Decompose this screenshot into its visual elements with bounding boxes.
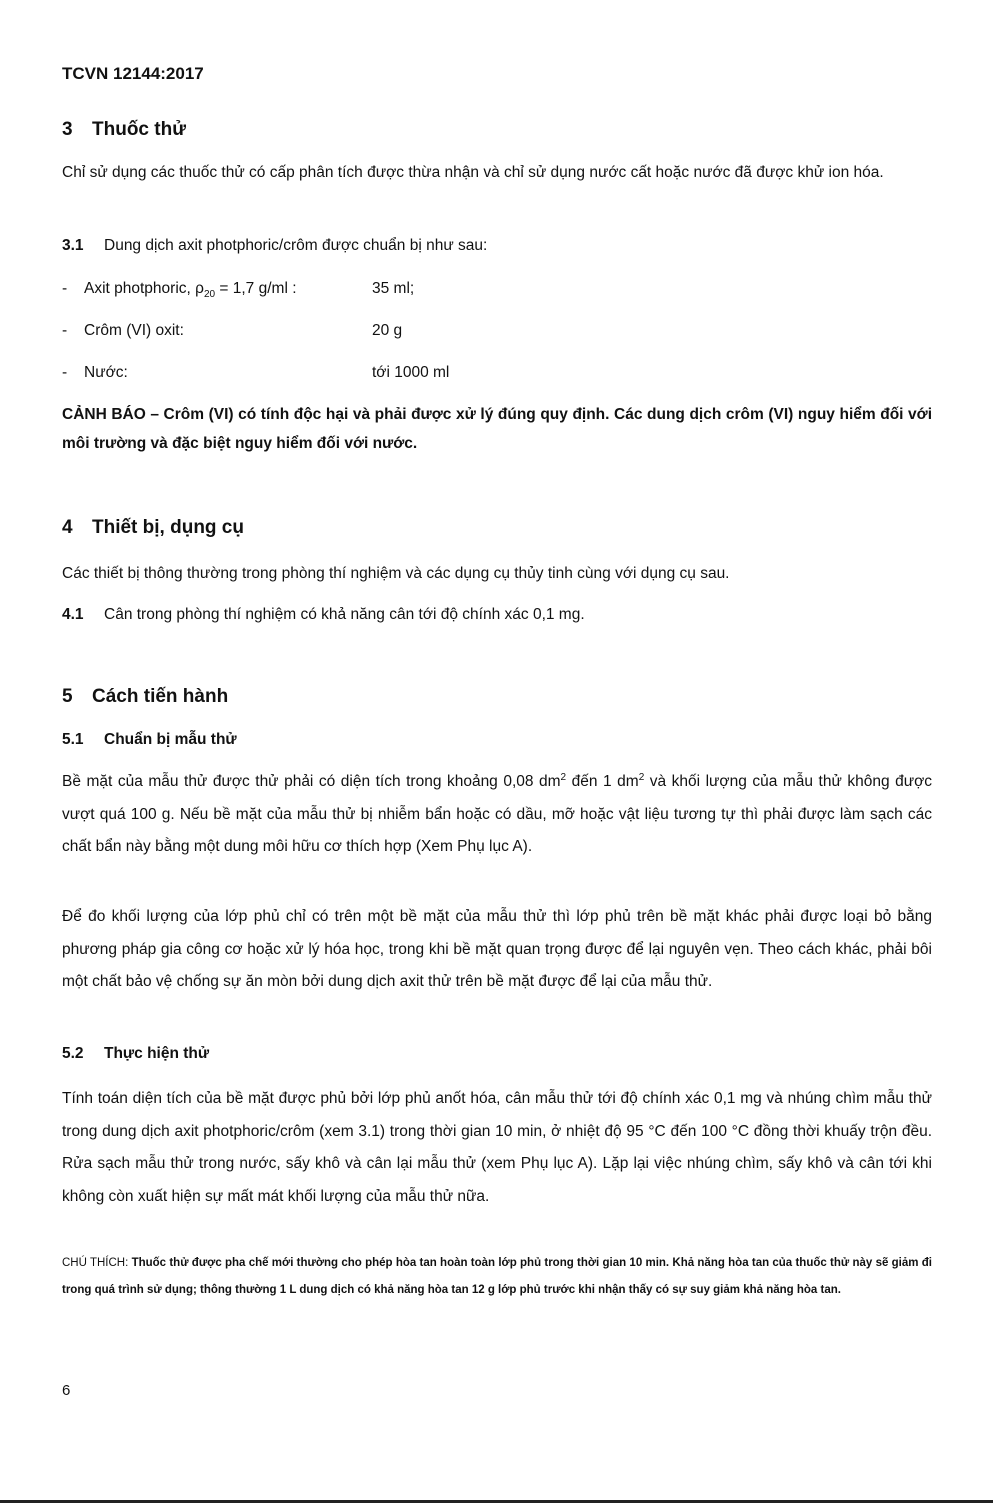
clause-text: Dung dịch axit photphoric/crôm được chuẩn bị như sau: [104, 237, 488, 254]
reagent-value: 20 g [372, 322, 403, 339]
section-title: Thuốc thử [92, 119, 186, 140]
clause-number: 5.1 [62, 731, 84, 748]
section-5-heading [62, 686, 228, 708]
standard-code: TCVN 12144:2017 [62, 64, 204, 83]
text-run: và khối lượng của mẫu thử không được vượt quá 100 g. Nếu bề mặt của mẫu thử bị nhiễm bẩn hoặc có dầu, mỡ hoặc vật liệu tương tự thì phải được làm sạch các chất bẩn này bằng một dung môi hữu cơ thích hợp (Xem Phụ lục A). [62, 773, 933, 855]
section-3-intro: Chỉ sử dụng các thuốc thử có cấp phân tích được thừa nhận và chỉ sử dụng nước cất hoặc nước đã được khử ion hóa. [62, 164, 884, 181]
section-3-heading [62, 119, 186, 141]
clause-5-1-heading [62, 731, 237, 749]
clause-number: 4.1 [62, 606, 84, 623]
reagent-label [84, 280, 372, 301]
clause-number: 3.1 [62, 237, 84, 254]
section-title: Thiết bị, dụng cụ [92, 517, 244, 538]
reagent-label: Nước: [84, 364, 128, 381]
superscript: 2 [560, 771, 567, 783]
reagent-item [62, 364, 449, 382]
section-4-heading [62, 517, 244, 539]
superscript: 2 [638, 771, 645, 783]
clause-text: Cân trong phòng thí nghiệm có khả năng cân tới độ chính xác 0,1 mg. [104, 606, 585, 623]
reagent-value: tới 1000 ml [372, 364, 450, 381]
text-run: đến 1 dm [566, 773, 639, 790]
reagent-item [62, 322, 402, 340]
clause-5-1-paragraph-2: Để đo khối lượng của lớp phủ chỉ có trên một bề mặt của mẫu thử thì lớp phủ trên bề mặt khác phải được loại bỏ bằng phương pháp gia công cơ hoặc xử lý hóa học, trong khi bề mặt quan trọng được để lại nguyên vẹn. Theo cách khác, phải bôi một chất bảo vệ chống sự ăn mòn bởi dung dịch axit thử trên bề mặt được để lại của mẫu thử. [62, 908, 932, 990]
clause-title: Chuẩn bị mẫu thử [104, 731, 237, 748]
clause-5-2-paragraph: Tính toán diện tích của bề mặt được phủ bởi lớp phủ anốt hóa, cân mẫu thử tới độ chính xác 0,1 mg và nhúng chìm mẫu thử trong dung dịch axit photphoric/crôm (xem 3.1) trong thời gian 10 min, ở nhiệt độ 95 °C đến 100 °C đồng thời khuấy trộn đều. Rửa sạch mẫu thử trong nước, sấy khô và cân lại mẫu thử (xem Phụ lục A). Lặp lại việc nhúng chìm, sấy khô và cân tới khi không còn xuất hiện sự mất mát khối lượng của mẫu thử nữa. [62, 1090, 932, 1205]
reagent-label: Crôm (VI) oxit: [84, 322, 184, 339]
page-number: 6 [62, 1382, 71, 1399]
section-number: 4 [62, 517, 73, 538]
list-dash: - [62, 364, 68, 381]
list-dash: - [62, 322, 68, 339]
list-dash: - [62, 280, 68, 297]
clause-title: Thực hiện thử [104, 1045, 210, 1062]
clause-4-1 [62, 606, 585, 624]
text-run: Bề mặt của mẫu thử được thử phải có diện tích trong khoảng 0,08 dm [62, 773, 561, 790]
clause-number: 5.2 [62, 1045, 84, 1062]
reagent-value: 35 ml; [372, 280, 415, 297]
section-number: 5 [62, 686, 73, 707]
note [62, 1250, 932, 1304]
label-subscript: 20 [203, 289, 216, 301]
section-number: 3 [62, 119, 73, 140]
note-label: CHÚ THÍCH: [62, 1257, 129, 1269]
section-title: Cách tiến hành [92, 686, 229, 707]
label-main: Axit photphoric, ρ [84, 280, 204, 297]
clause-5-1-paragraph-1 [62, 766, 932, 864]
section-4-intro: Các thiết bị thông thường trong phòng thí nghiệm và các dụng cụ thủy tinh cùng với dụng cụ sau. [62, 565, 730, 582]
label-tail: = 1,7 g/ml : [215, 280, 297, 297]
note-text: Thuốc thử được pha chế mới thường cho phép hòa tan hoàn toàn lớp phủ trong thời gian 10 min. Khả năng hòa tan của thuốc thử này sẽ giảm đi trong quá trình sử dụng; thông thường 1 L dung dịch có khả năng hòa tan 12 g lớp phủ trước khi nhận thấy có sự suy giảm khả năng hòa tan. [62, 1257, 932, 1296]
clause-5-2-heading [62, 1045, 209, 1063]
clause-3-1 [62, 237, 487, 255]
reagent-item [62, 280, 415, 301]
warning-text: CẢNH BÁO – Crôm (VI) có tính độc hại và phải được xử lý đúng quy định. Các dung dịch crôm (VI) nguy hiểm đối với môi trường và đặc biệt nguy hiểm đối với nước. [62, 406, 932, 452]
